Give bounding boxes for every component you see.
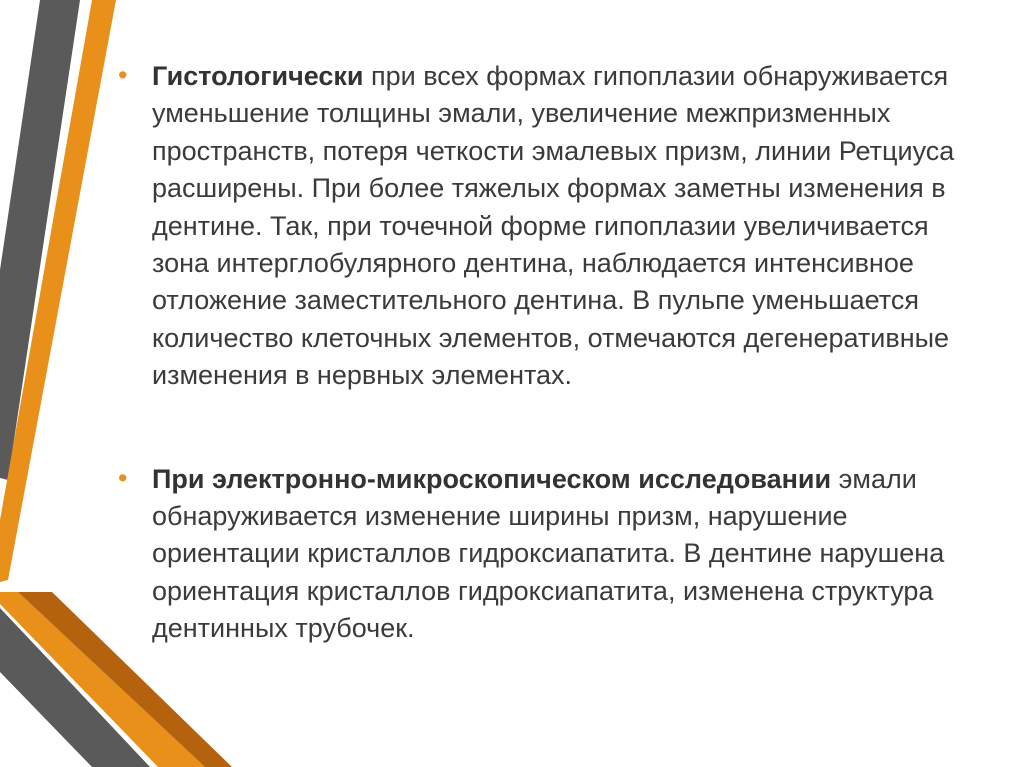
bullet-2-text: эмали обнаруживается изменение ширины призм, нарушение ориентации кристаллов гидроксиапатита. В дентине нарушена ориентация кристаллов гидроксиапатита, изменена структура дентинных трубочек.	[152, 463, 945, 644]
bullet-1	[118, 58, 958, 395]
bullet-2-bold: При электронно-микроскопическом исследовании	[152, 463, 832, 494]
bullet-2	[118, 461, 958, 648]
bullet-marker: •	[118, 462, 128, 493]
bullet-1-bold: Гистологически	[152, 61, 364, 91]
bullet-marker: •	[118, 60, 128, 90]
bullet-1-text: при всех формах гипоплазии обнаруживается уменьшение толщины эмали, увеличение межпризменных пространств, потеря четкости эмалевых призм, линии Ретциуса расширены. При более тяжелых формах заметны изменения в дентине. Так, при точечной форме гипоплазии увеличивается зона интерглобулярного дентина, наблюдается интенсивное отложение заместительного дентина. В пульпе уменьшается количество клеточных элементов, отмечаются дегенеративные изменения в нервных элементах.	[152, 61, 955, 391]
content-area	[118, 58, 958, 648]
